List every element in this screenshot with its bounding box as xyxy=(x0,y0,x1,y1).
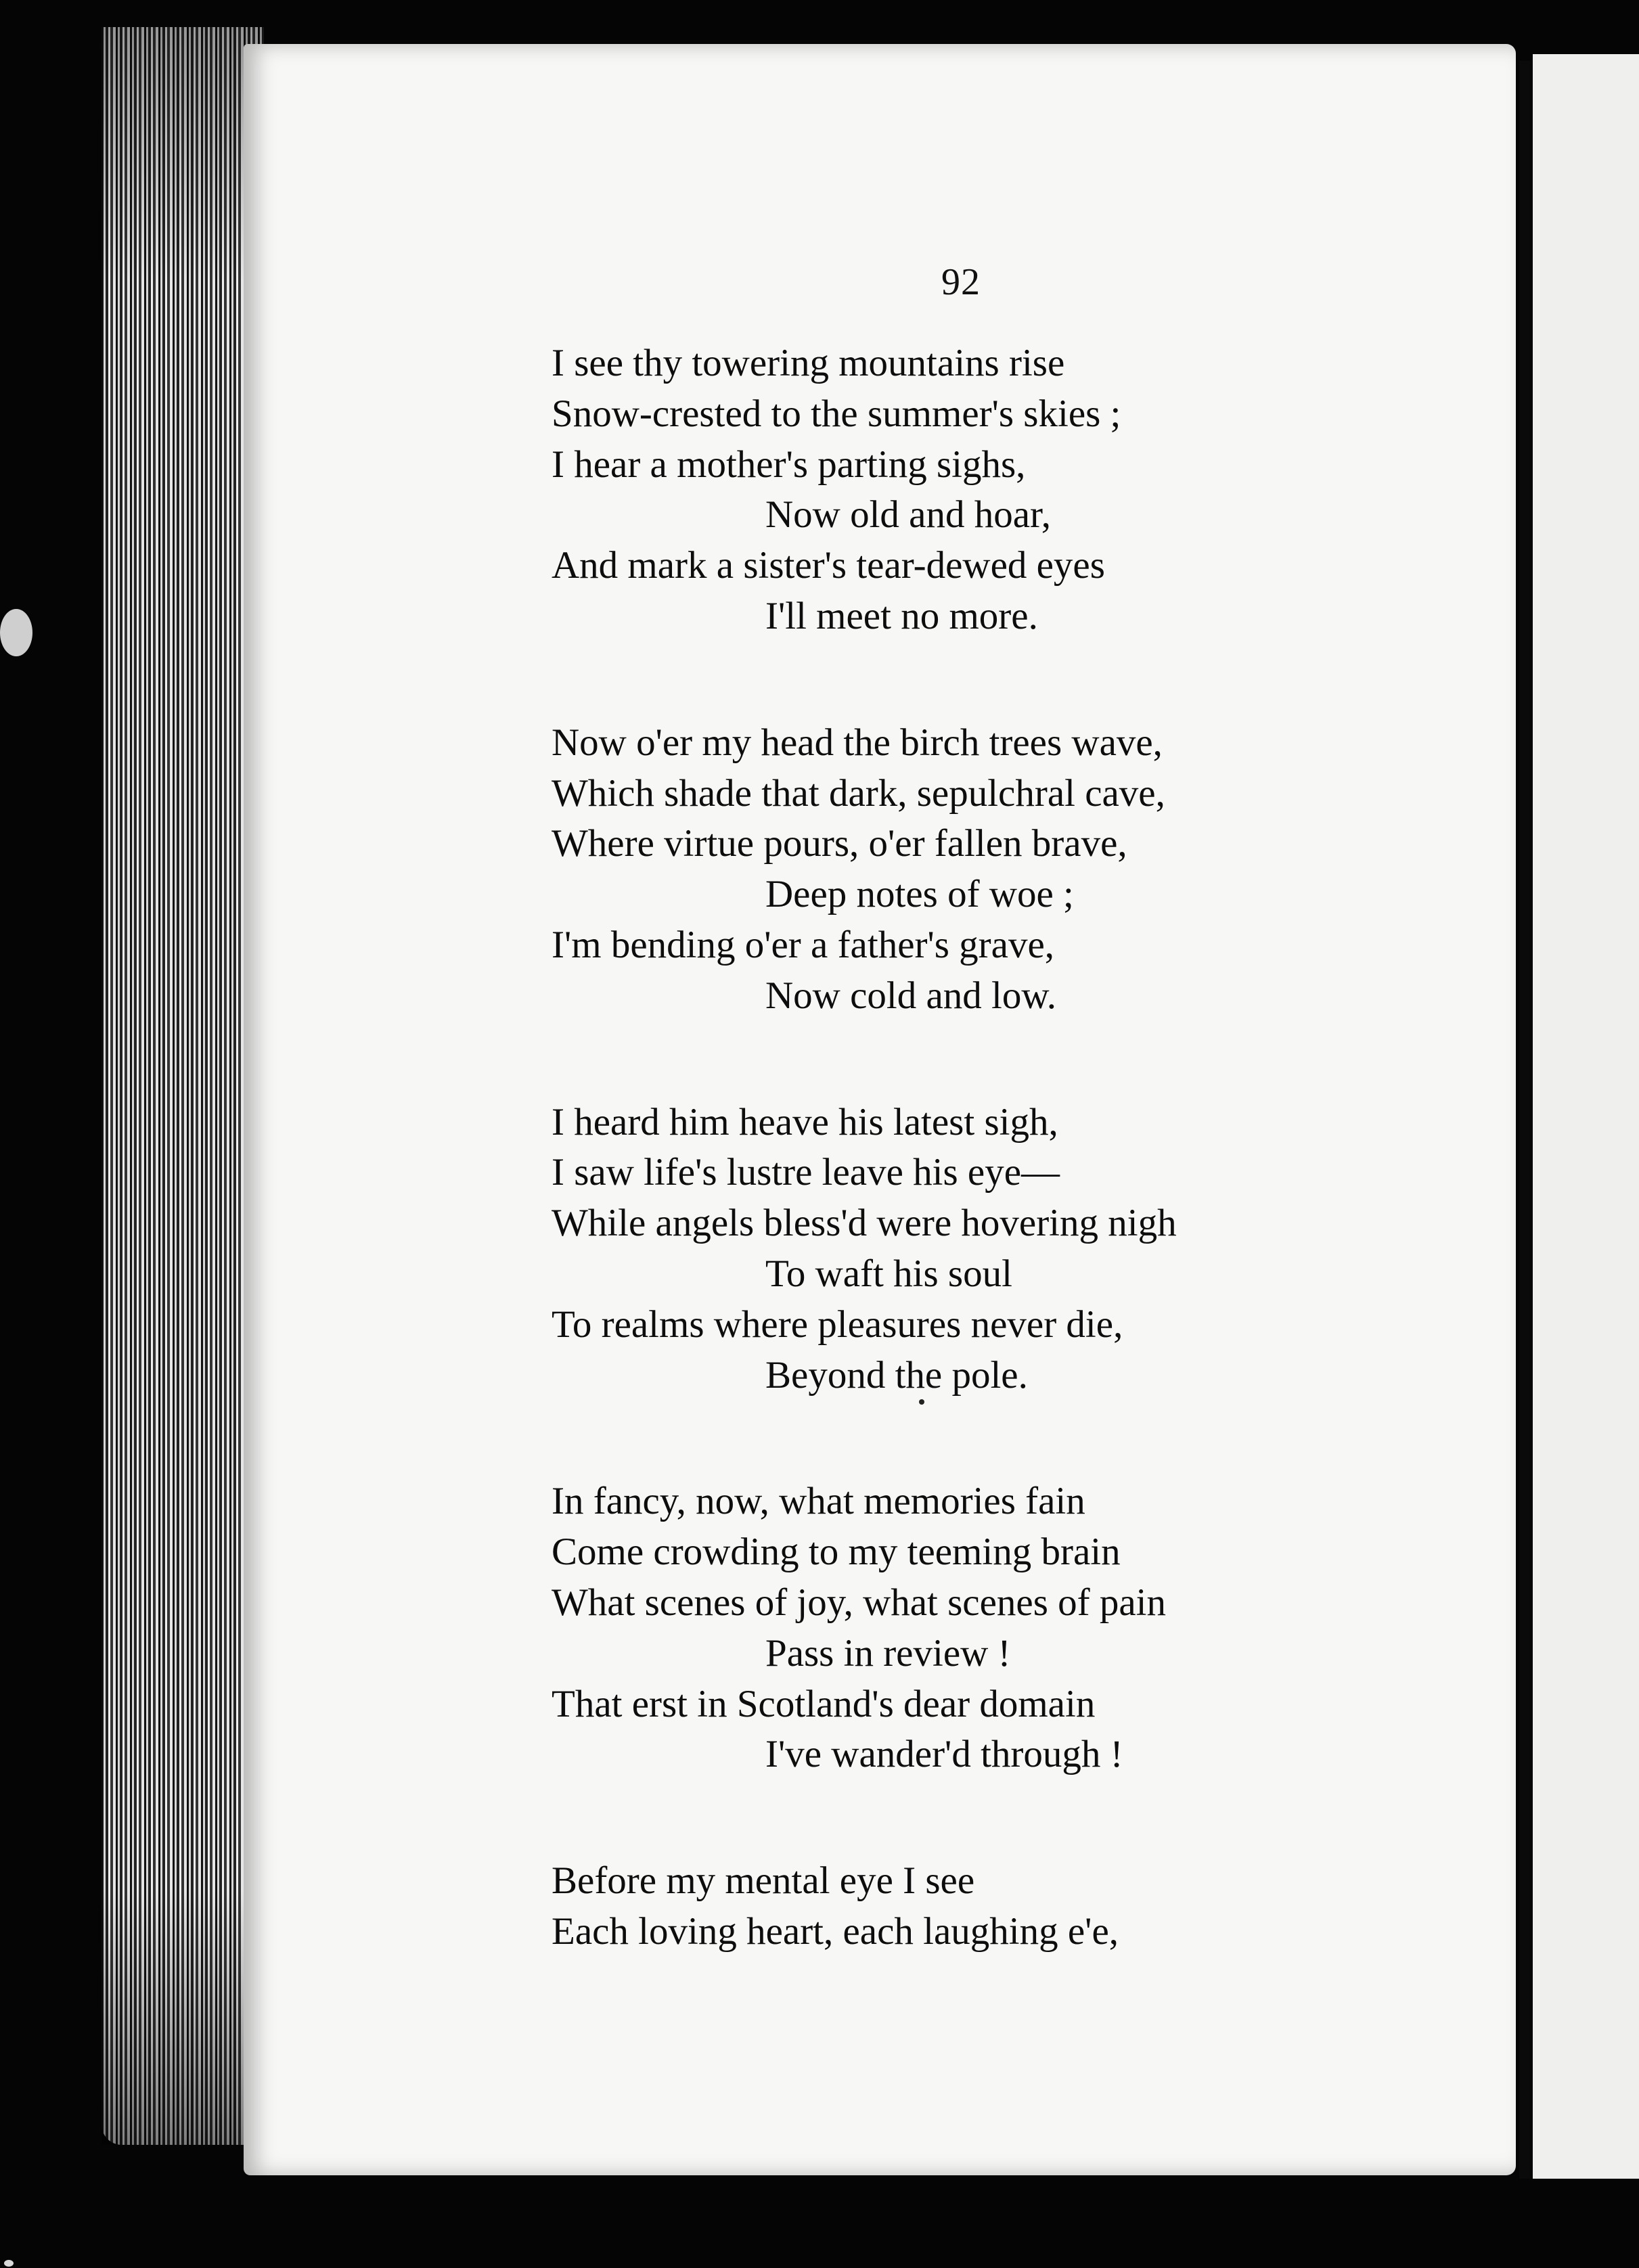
poem-line: That erst in Scotland's dear domain xyxy=(552,1682,1096,1725)
poem-line: Snow-crested to the summer's skies ; xyxy=(552,392,1121,435)
poem-line: Beyond the pole. xyxy=(765,1353,1028,1397)
book-fore-edge xyxy=(102,27,264,2145)
poem-stanza xyxy=(552,1097,1512,1401)
poem-line: Now cold and low. xyxy=(765,974,1057,1017)
poem-line: Which shade that dark, sepulchral cave, xyxy=(552,771,1165,815)
poem-line: Come crowding to my teeming brain xyxy=(552,1530,1121,1574)
poem-line: I'll meet no more. xyxy=(765,594,1038,637)
page-gutter-shadow xyxy=(1519,61,1530,2179)
poem-line: Now old and hoar, xyxy=(765,493,1051,537)
poem-body xyxy=(552,338,1512,1957)
poem-stanza xyxy=(552,1856,1512,1957)
poem-line: I heard him heave his latest sigh, xyxy=(552,1100,1058,1143)
poem-line: Now o'er my head the birch trees wave, xyxy=(552,721,1163,764)
poem-line: I'm bending o'er a father's grave, xyxy=(552,923,1055,966)
facing-page-edge xyxy=(1533,54,1639,2179)
poem-line: In fancy, now, what memories fain xyxy=(552,1480,1085,1523)
poem-line: What scenes of joy, what scenes of pain xyxy=(552,1581,1166,1624)
scan-speck xyxy=(4,2260,14,2267)
poem-stanza xyxy=(552,718,1512,1022)
poem-stanza xyxy=(552,338,1512,642)
poem-line: I saw life's lustre leave his eye— xyxy=(552,1151,1060,1194)
page-number: 92 xyxy=(941,261,981,303)
poem-line: Pass in review ! xyxy=(765,1631,1011,1675)
poem-line: And mark a sister's tear-dewed eyes xyxy=(552,544,1105,587)
poem-line: Before my mental eye I see xyxy=(552,1859,975,1903)
poem-line: To waft his soul xyxy=(765,1252,1012,1295)
poem-line: To realms where pleasures never die, xyxy=(552,1302,1123,1346)
poem-line: While angels bless'd were hovering nigh xyxy=(552,1202,1177,1245)
scan-speck xyxy=(0,609,32,656)
poem-line: Deep notes of woe ; xyxy=(765,873,1074,916)
poem-line: I hear a mother's parting sighs, xyxy=(552,443,1026,486)
poem-line: I see thy towering mountains rise xyxy=(552,342,1065,384)
poem-line: I've wander'd through ! xyxy=(765,1733,1123,1776)
poem-stanza xyxy=(552,1476,1512,1780)
poem-line: Each loving heart, each laughing e'e, xyxy=(552,1909,1119,1953)
poem-line: Where virtue pours, o'er fallen brave, xyxy=(552,822,1127,865)
